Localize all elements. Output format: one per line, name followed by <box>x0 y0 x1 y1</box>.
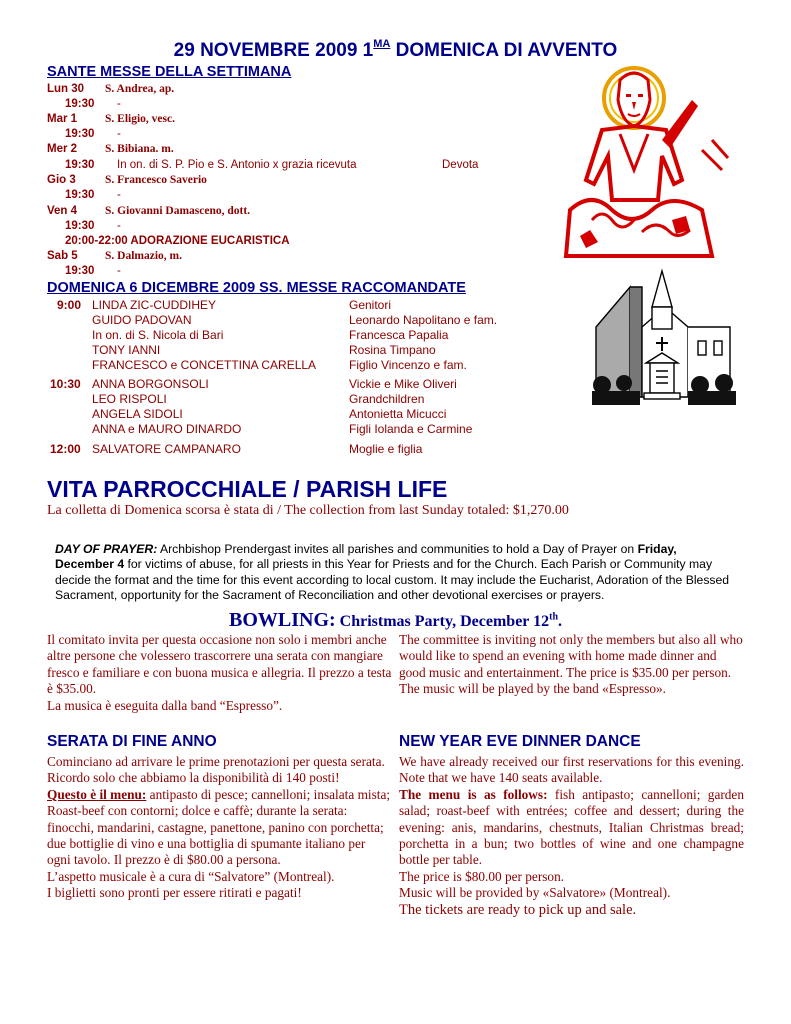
mass-time: 10:30 <box>50 377 81 391</box>
christ-illustration <box>562 60 732 258</box>
adoration-row: 20:00-22:00 ADORAZIONE EUCARISTICA <box>65 235 290 247</box>
bowling-italian: Il comitato invita per questa occasione non solo i membri anche altre persone che volessero trascorrere una serata con mangiare fresco e familiare e con buona musica e allegria. Il prezzo a testa è $35.00. La musica è eseguita dalla band “Espresso”. <box>47 632 392 713</box>
week-day-row: Ven 4 S. Giovanni Damasceno, dott. <box>47 205 251 217</box>
week-day-row: Mar 1 S. Eligio, vesc. <box>47 113 175 125</box>
serata-fine-anno-title: SERATA DI FINE ANNO <box>47 733 217 750</box>
church-illustration <box>590 267 740 427</box>
mass-offered-by: Figli Iolanda e Carmine <box>349 422 473 436</box>
week-time-row: 19:30 In on. di S. P. Pio e S. Antonio x grazia ricevuta Devota <box>65 159 479 171</box>
nye-dinner-dance-text: We have already received our first reservations for this evening. Note that we have 140 seats available. The menu is as follows: fish antipasto; cannelloni; garden salad; roast-beef with entrées; coffee and dessert; during the evening: anis, mandarins, chestnuts, Italian Christmas bread; porchetta in a bun; two bottles of wine and one champagne bottle per table. The price is $80.00 per person. Music will be provided by «Salvatore» (Montreal). The tickets are ready to pick up and sale. <box>399 754 744 918</box>
nye-dinner-dance-title: NEW YEAR EVE DINNER DANCE <box>399 733 641 750</box>
week-time-row: 19:30 - <box>65 220 121 232</box>
mass-offered-by: Rosina Timpano <box>349 343 436 357</box>
mass-intention: SALVATORE CAMPANARO <box>92 442 241 456</box>
week-day-row: Lun 30 S. Andrea, ap. <box>47 83 175 95</box>
week-time-row: 19:30 - <box>65 189 121 201</box>
mass-offered-by: Vickie e Mike Oliveri <box>349 377 457 391</box>
mass-time: 9:00 <box>57 298 82 312</box>
mass-intention: ANGELA SIDOLI <box>92 407 183 421</box>
mass-intention: FRANCESCO e CONCETTINA CARELLA <box>92 358 317 372</box>
week-time-row: 19:30 - <box>65 98 121 110</box>
mass-offered-by: Francesca Papalia <box>349 328 449 342</box>
mass-intention: LINDA ZIC-CUDDIHEY <box>92 298 217 312</box>
week-masses-heading: SANTE MESSE DELLA SETTIMANA <box>47 64 292 80</box>
page-title: 29 NOVEMBRE 2009 $1^{MA}$ DOMENICA DI AVVENTO <box>173 38 618 61</box>
mass-offered-by: Moglie e figlia <box>349 442 423 456</box>
serata-fine-anno-text: Cominciano ad arrivare le prime prenotazioni per questa serata. Ricordo solo che abbiamo la disponibilità di 140 posti! Questo è il menu: antipasto di pesce; cannelloni; insalata mista; Roast-beef con contorni; dolce e caffè; durante la serata: finocchi, mandarini, castagne, panettone, panino con porchetta; due bottiglie di vino e una bottiglia di spumante italiano per ogni tavolo. Il prezzo è di $80.00 a persona. L’aspetto musicale è a cura di “Salvatore” (Montreal). I biglietti sono pronti per essere ritirati e pagati! <box>47 754 391 901</box>
mass-intention: LEO RISPOLI <box>92 392 167 406</box>
bowling-english: The committee is inviting not only the members but also all who would like to spend an evening with home made dinner and good music and entertainment. The price is $35.00 per person. The music will be played by the band «Espresso». <box>399 632 743 697</box>
mass-offered-by: Grandchildren <box>349 392 425 406</box>
mass-intention: ANNA BORGONSOLI <box>92 377 209 391</box>
mass-offered-by: Genitori <box>349 298 392 312</box>
mass-offered-by: Figlio Vincenzo e fam. <box>349 358 467 372</box>
week-day-row: Mer 2 S. Bibiana. m. <box>47 143 174 155</box>
mass-intention: ANNA e MAURO DINARDO <box>92 422 242 436</box>
day-of-prayer-notice: DAY OF PRAYER: Archbishop Prendergast invites all parishes and communities to hold a Day of Prayer on Friday, December 4 for victims of abuse, for all priests in this Year for Priests and for the Church. Each Parish or Community may decide the format and the time for this event according to local custom. It may include the Eucharist, Adoration of the Blessed Sacrament, opportunity for the Sacrament of Reconciliation and other devotional exercises or prayers. <box>55 542 730 602</box>
mass-time: 12:00 <box>50 442 81 456</box>
collection-text: La colletta di Domenica scorsa è stata di / The collection from last Sunday totaled: $1,270.00 <box>47 503 569 518</box>
mass-intention: GUIDO PADOVAN <box>92 313 192 327</box>
parish-life-title: VITA PARROCCHIALE / PARISH LIFE <box>47 476 448 502</box>
mass-intention: TONY IANNI <box>92 343 161 357</box>
week-time-row: 19:30 - <box>65 128 121 140</box>
mass-offered-by: Antonietta Micucci <box>349 407 447 421</box>
week-day-row: Gio 3 S. Francesco Saverio <box>47 174 207 186</box>
week-time-row: 19:30 - <box>65 265 121 277</box>
bowling-title: BOWLING: Christmas Party, December 12th. <box>228 609 563 631</box>
week-day-row: Sab 5 S. Dalmazio, m. <box>47 250 182 262</box>
mass-intention: In on. di S. Nicola di Bari <box>92 328 224 342</box>
sunday-masses-heading: DOMENICA 6 DICEMBRE 2009 SS. MESSE RACCOMANDATE <box>47 280 466 296</box>
mass-offered-by: Leonardo Napolitano e fam. <box>349 313 498 327</box>
